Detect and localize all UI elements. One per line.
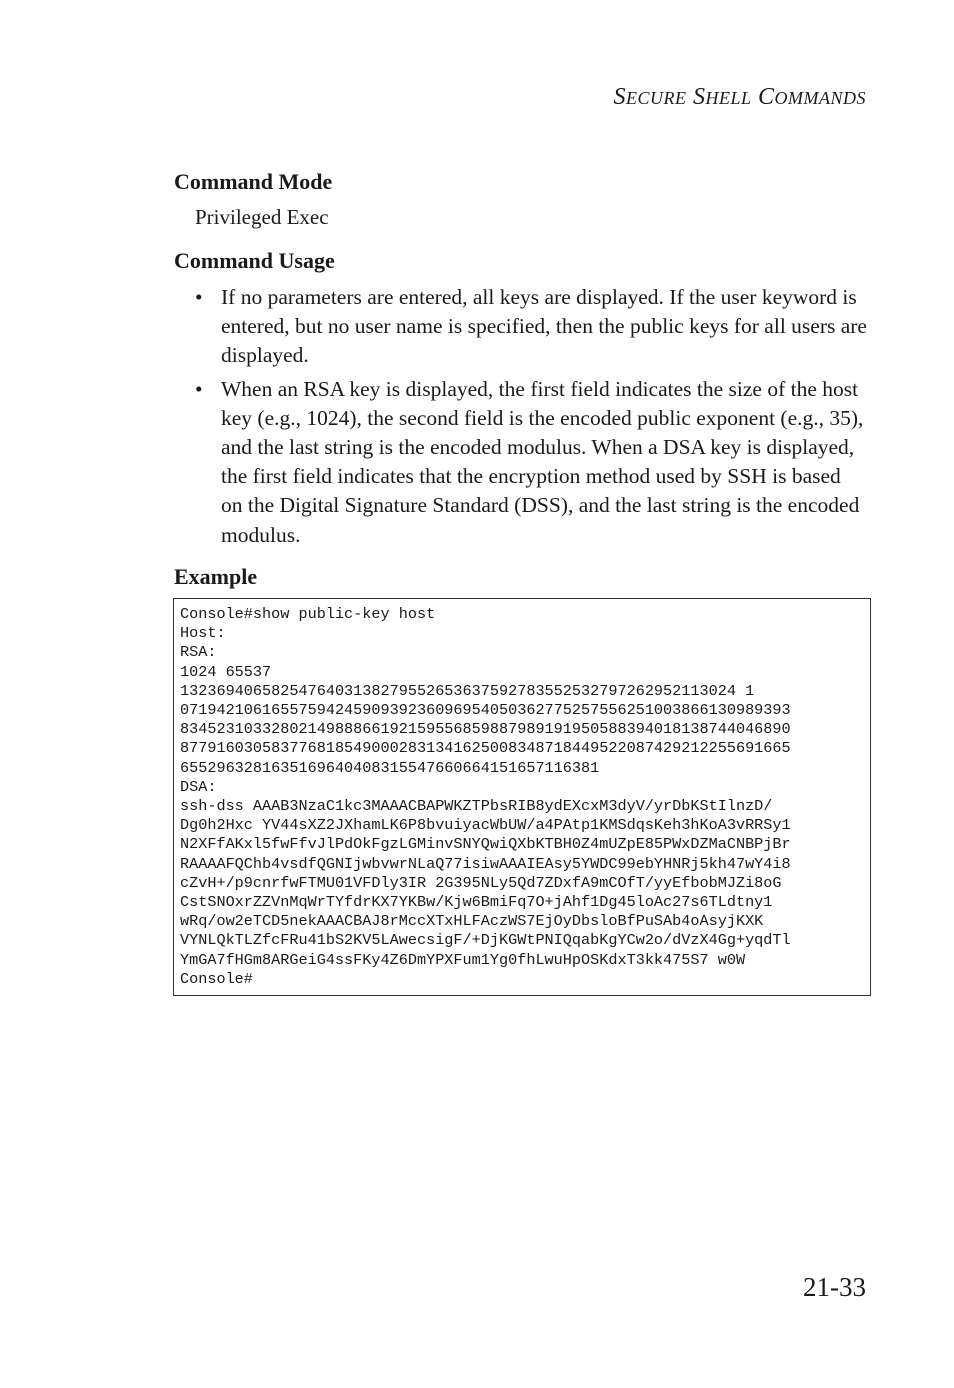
header-cap-2: S bbox=[692, 84, 706, 110]
list-item bbox=[195, 375, 867, 550]
bullet-marker: • bbox=[195, 376, 203, 401]
code-line: RAAAAFQChb4vsdfQGNIjwbvwrNLaQ77isiwAAAIEAsy5YWDC99ebYHNRj5kh47wY4i8 bbox=[180, 854, 791, 873]
code-line: Console# bbox=[180, 969, 253, 988]
running-header bbox=[613, 84, 866, 111]
command-mode-text: Privileged Exec bbox=[195, 205, 329, 229]
header-cap-1: S bbox=[613, 84, 626, 110]
code-line: N2XFfAKxl5fwFfvJlPdOkFgzLGMinvSNYQwiQXbKTBH0Z4mUZpE85PWxDZMaCNBPjBr bbox=[180, 835, 791, 854]
header-cap-3: C bbox=[757, 84, 775, 110]
page-number: 21-33 bbox=[803, 1272, 866, 1302]
command-usage-heading: Command Usage bbox=[174, 248, 335, 273]
code-line: 8779160305837768185490002831341625008348718449522087429212255691665 bbox=[180, 739, 791, 758]
list-item bbox=[195, 283, 867, 371]
code-line: 8345231033280214988866192159556859887989191950588394018138744046890 bbox=[180, 720, 791, 739]
header-rest-3: OMMANDS bbox=[774, 88, 866, 108]
code-line: CstSNOxrZZVnMqWrTYfdrKX7YKBw/Kjw6BmiFq7O+jAhf1Dg45loAc27s6TLdtny1 bbox=[180, 893, 773, 912]
code-line: 1323694065825476403138279552653637592783552532797262952113024 1 bbox=[180, 681, 755, 700]
code-line: 0719421061655759424590939236096954050362775257556251003866130989393 bbox=[180, 701, 791, 720]
code-line: DSA: bbox=[180, 777, 217, 796]
code-line: wRq/ow2eTCD5nekAAACBAJ8rMccXTxHLFAczWS7EjOyDbsloBfPuSAb4oAsyjKXK bbox=[180, 912, 764, 931]
code-line: YmGA7fHGm8ARGeiG4ssFKy4Z6DmYPXFum1Yg0fhLwuHpOSKdxT3kk475S7 w0W bbox=[180, 950, 746, 969]
code-line: RSA: bbox=[180, 643, 217, 662]
code-line: cZvH+/p9cnrfwFTMU01VFDly3IR 2G395NLy5Qd7ZDxfA9mCOfT/yyEfbobMJZi8oG bbox=[180, 873, 782, 892]
code-line: 1024 65537 bbox=[180, 662, 272, 681]
code-line: Console#show public-key host bbox=[180, 605, 436, 623]
command-usage-list bbox=[195, 283, 867, 554]
bullet-marker: • bbox=[195, 285, 203, 309]
code-line: Host: bbox=[180, 624, 226, 643]
code-line: Dg0h2Hxc YV44sXZ2JXhamLK6P8bvuiyacWbUW/a4PAtp1KMSdqsKeh3hKoA3vRRSy1 bbox=[180, 816, 791, 835]
example-heading: Example bbox=[174, 564, 258, 589]
list-item-text: When an RSA key is displayed, the first field indicates the size of the host key (e.g., 1024), the second field is the encoded public exponent (e.g., 35), and the last string is the encoded modulus. When a DSA key is displayed, the first field indicates that the encryption method used by SSH is based on the Digital Signature Standard (DSS), and the last string is the encoded modulus. bbox=[221, 376, 864, 547]
list-item-text: If no parameters are entered, all keys are displayed. If the user keyword is entered, but no user name is specified, then the public keys for all users are displayed. bbox=[221, 285, 867, 368]
code-line: VYNLQkTLZfcFRu41bS2KV5LAwecsigF/+DjKGWtPNIQqabKgYCw2o/dVzX4Gg+yqdTl bbox=[180, 931, 791, 950]
example-code-box bbox=[173, 598, 871, 996]
command-mode-heading: Command Mode bbox=[174, 169, 333, 194]
code-line: ssh-dss AAAB3NzaC1kc3MAAACBAPWKZTPbsRIB8ydEXcxM3dyV/yrDbKStIlnzD/ bbox=[180, 797, 773, 816]
code-line: 6552963281635169640408315547660664151657116381 bbox=[180, 758, 600, 777]
header-rest-1: ECURE bbox=[625, 88, 687, 108]
header-rest-2: HELL bbox=[705, 88, 752, 108]
